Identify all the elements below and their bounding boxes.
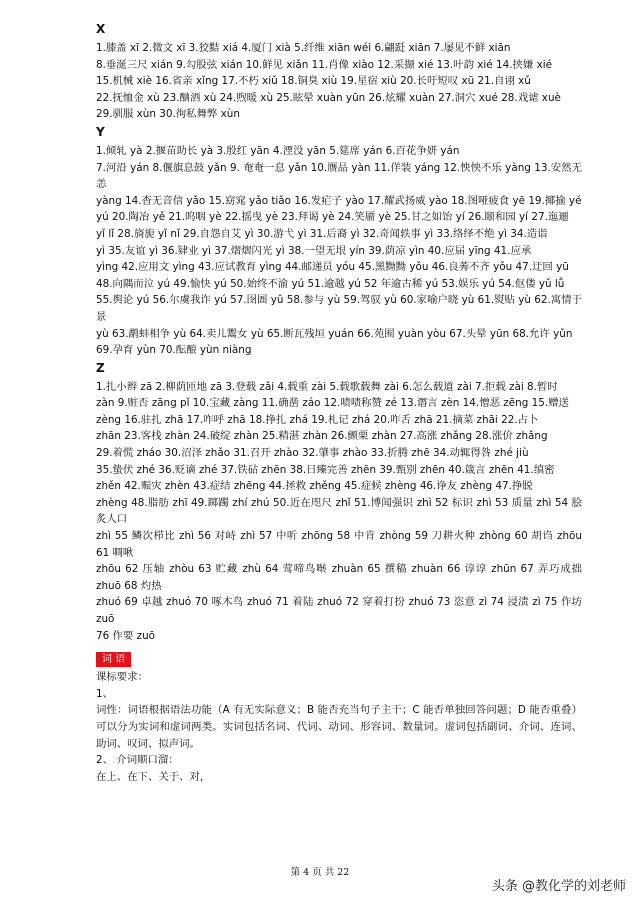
watermark-handle: @教化学的刘老师 bbox=[521, 879, 626, 894]
section-label: 词 语 bbox=[96, 652, 131, 667]
requirements-block bbox=[62, 669, 582, 785]
requirement-line: 1、 bbox=[96, 687, 114, 700]
text-line: zhèng 48.脂肪 zhī 49.踯躅 zhí zhú 50.近在咫尺 zhǐ 51.博闻强识 zhì 52 标识 zhì 53 质量 zhì 54 脍炙人口 bbox=[96, 496, 582, 526]
text-line: yǐ lǐ 28.旖旎 yǐ nǐ 29.自怨自艾 yì 30.游弋 yì 31.后裔 yì 32.奇闻轶事 yì 33.络绎不绝 yì 34.造诣 bbox=[96, 227, 548, 240]
requirement-line: 2、 介词顺口溜： bbox=[96, 754, 179, 767]
text-line: zàn 9.赃否 zāng pǐ 10.宝藏 zàng 11.确凿 záo 12.啧啧称赞 zé 13.谮言 zèn 14.憎恶 zēng 15.赠送 bbox=[96, 397, 569, 410]
text-line: 22.抚恤金 xù 23.酗酒 xù 24.煦暖 xù 25.眩晕 xuàn yūn 26.炫耀 xuàn 27.洞穴 xué 28.戏谑 xuè bbox=[96, 91, 561, 104]
text-line: zhuó 69 卓越 zhuó 70 啄木鸟 zhuó 71 着陆 zhuó 72 穿着打扮 zhuó 73 恣意 zì 74 浸渍 zì 75 作坊 zuō bbox=[96, 596, 582, 625]
section-letter: X bbox=[96, 22, 106, 36]
section-letter: Y bbox=[96, 124, 105, 139]
text-line: yàng 14.杳无音信 yǎo 15.窈窕 yǎo tiǎo 16.发疟子 yào 17.耀武扬威 yào 18.图哑疲食 yē 19.揶揄 yé bbox=[96, 194, 582, 207]
text-line: 29.着慌 zháo 30.沼泽 zhǎo 31.召开 zhào 32.肇事 zhào 33.折腾 zhē 34.动辄得咎 zhé jiù bbox=[96, 447, 529, 460]
text-line: yìng 42.应用文 yìng 43.应试教育 yìng 44.邮递员 yóu 45.黑黝黝 yǒu 46.良莠不齐 yǒu 47.迂回 yū bbox=[96, 261, 569, 274]
text-line: yì 35.友谊 yì 36.肄业 yì 37.熠熠闪光 yì 38.一望无垠 yín 39.荫凉 yìn 40.应届 yīng 41.应承 bbox=[96, 244, 532, 257]
watermark-prefix: 头条 bbox=[491, 879, 518, 894]
pinyin-sections bbox=[62, 20, 582, 644]
text-line: yù 63.鹬蚌相争 yù 64.卖儿鬻女 yù 65.断瓦残垣 yuán 66.苑囿 yuàn yòu 67.头晕 yūn 68.允许 yǔn bbox=[96, 327, 573, 340]
requirements-lines bbox=[62, 686, 582, 786]
text-line: zhān 23.客栈 zhàn 24.破绽 zhàn 25.精湛 zhàn 26.颤栗 zhàn 27.高涨 zhǎng 28.涨价 zhǎng bbox=[96, 430, 548, 443]
section-body bbox=[62, 379, 582, 645]
requirements-heading: 课标要求： bbox=[96, 671, 148, 684]
requirement-line: 在上、在下、关于、对， bbox=[96, 770, 211, 783]
text-line: zhěn 42.赈灾 zhèn 43.症结 zhēng 44.拯救 zhěng 45.症候 zhèng 46.诤友 zhèng 47.挣脱 bbox=[96, 480, 533, 493]
text-line: 7.河沿 yán 8.偃旗息鼓 yǎn 9. 奄奄一息 yǎn 10.赝品 yàn 11.佯装 yáng 12.怏怏不乐 yàng 13.安然无恙 bbox=[96, 161, 582, 191]
text-line: 1.扎小辫 zā 2.柳荫匝地 zā 3.登载 zǎi 4.载重 zài 5.载歌载舞 zài 6.怎么载道 zài 7.拒载 zài 8.暂时 bbox=[96, 380, 558, 393]
text-line: 76 作要 zuō bbox=[96, 629, 156, 642]
page-footer: 第 4 页 共 22 bbox=[290, 867, 350, 878]
section-pill bbox=[62, 644, 582, 669]
text-line: zhōu 62 压轴 zhòu 63 贮藏 zhù 64 莺啼鸟啭 zhuàn 65 撰稿 zhuàn 66 谆谆 zhūn 67 弄巧成拙 zhuō 68 灼热 bbox=[96, 563, 582, 592]
section-body bbox=[62, 40, 582, 123]
text-line: 48.向隅而泣 yú 49.愉快 yú 50.始终不渝 yú 51.逾越 yú 52 年逾古稀 yú 53.娱乐 yú 54.伛偻 yǔ lǚ bbox=[96, 277, 565, 290]
requirement-line: 词性：词语根据语法功能（A 有无实际意义；B 能否充当句子主干；C 能否单独回答问题；D 能否重叠）可以分为实词和虚词两类。实词包括名词、代词、动词、形容词、数量词。虚词包括副词、介词、连词、助词、叹词、拟声词。 bbox=[96, 704, 582, 750]
text-line: zhì 55 鳞次栉比 zhì 56 对峙 zhì 57 中听 zhōng 58 中肯 zhòng 59 刀耕火种 zhòng 60 胡诌 zhōu 61 啁啾 bbox=[96, 530, 582, 559]
text-line: yú 20.陶冶 yě 21.呜咽 yè 22.摇曳 yè 23.拜谒 yè 24.笑靥 yè 25.甘之如饴 yí 26.颐和园 yí 27.迤逦 bbox=[96, 211, 569, 224]
text-line: 35.蛰伏 zhé 36.贬谪 zhé 37.铁砧 zhēn 38.日臻完善 zhēn 39.甄别 zhēn 40.箴言 zhēn 41.缜密 bbox=[96, 463, 555, 476]
text-line: 1.倾轧 yà 2.揠苗助长 yà 3.殷红 yān 4.湮没 yān 5.筵席 yán 6.百花争妍 yán bbox=[96, 144, 460, 157]
text-line: 1.膝盖 xī 2.微文 xī 3.狡黠 xiá 4.厦门 xià 5.纤维 xiān wéi 6.翩跹 xiān 7.屡见不鲜 xiān bbox=[96, 42, 511, 54]
text-line: 69.孕育 yùn 70.酝酿 yùn niàng bbox=[96, 344, 252, 357]
document-page bbox=[62, 20, 582, 785]
text-line: 29.驯服 xùn 30.徇私舞弊 xùn bbox=[96, 108, 240, 121]
text-line: 55.舆论 yú 56.尔虞我诈 yú 57.囹圄 yǔ 58.参与 yù 59.驾驭 yù 60.家喻户晓 yù 61.熨贴 yù 62.寓情于景 bbox=[96, 294, 582, 323]
section-body bbox=[62, 143, 582, 359]
text-line: 15.机械 xiè 16.省亲 xǐng 17.不朽 xiǔ 18.铜臭 xiù 19.星宿 xiù 20.长吁短叹 xū 21.自诩 xǔ bbox=[96, 75, 531, 88]
section-letter: Z bbox=[96, 360, 105, 375]
text-line: zèng 16.驻扎 zhā 17.咋呼 zhā 18.挣扎 zhá 19.札记 zhá 20.咋舌 zhā 21.摘菜 zhāi 22.占卜 bbox=[96, 413, 539, 426]
watermark bbox=[492, 875, 626, 894]
text-line: 8.垂涎三尺 xián 9.勾股弦 xián 10.鲜见 xiǎn 11.肖像 xiào 12.采撷 xié 13.叶韵 xié 14.挟嫌 xié bbox=[96, 58, 553, 71]
